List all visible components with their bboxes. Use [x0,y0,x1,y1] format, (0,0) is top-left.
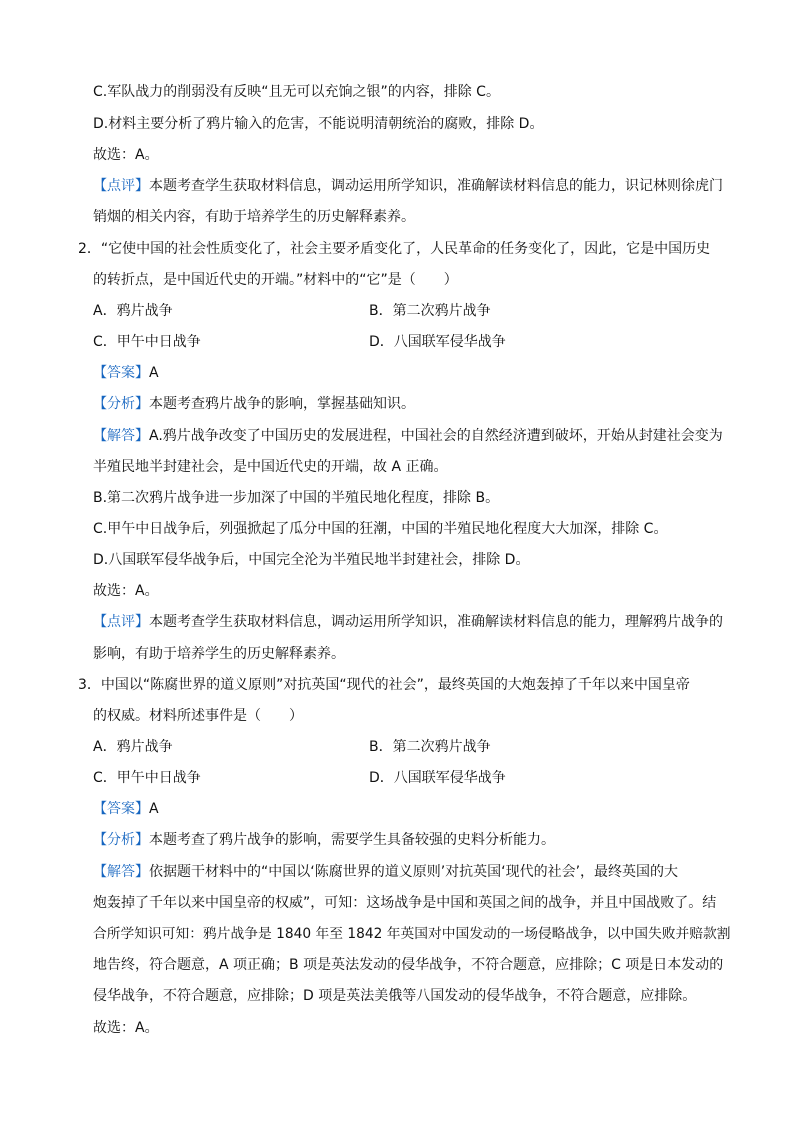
q2-final-choice: 故选：A。 [93,583,159,599]
q1-final-choice: 故选：A。 [93,147,159,163]
q3-solution-line-3: 合所学知识可知：鸦片战争是 1840 年至 1842 年英国对中国发动的一场侵略战争，以中国失败并赔款割 [93,926,731,942]
comment-tag: 【点评】 [93,614,149,630]
q3-analysis [93,830,555,850]
answer-value: A [149,365,159,381]
q3-solution-line-1 [93,862,678,882]
q3-option-a: A．鸦片战争 [93,739,173,755]
q2-analysis [93,394,415,414]
q3-final-choice: 故选：A。 [93,1020,159,1036]
comment-text: 本题考查学生获取材料信息，调动运用所学知识，准确解读材料信息的能力，理解鸦片战争的 [149,614,723,630]
comment-tag: 【点评】 [93,178,149,194]
q2-answer [93,363,159,383]
q2-solution-b: B.第二次鸦片战争进一步加深了中国的半殖民地化程度，排除 B。 [93,490,500,506]
q2-solution-c: C.甲午中日战争后，列强掀起了瓜分中国的狂潮，中国的半殖民地化程度大大加深，排除 C。 [93,521,668,537]
q1-comment-line-2: 销烟的相关内容，有助于培养学生的历史解释素养。 [93,209,415,225]
q2-option-d: D．八国联军侵华战争 [369,334,506,350]
q3-solution-line-2: 炮轰掉了千年以来中国皇帝的权威”，可知：这场战争是中国和英国之间的战争，并且中国战败了。结 [93,895,717,911]
solution-text: A.鸦片战争改变了中国历史的发展进程，中国社会的自然经济遭到破坏，开始从封建社会变为 [149,428,723,444]
q3-option-d: D．八国联军侵华战争 [369,770,506,786]
analysis-tag: 【分析】 [93,396,149,412]
solution-tag: 【解答】 [93,428,149,444]
q3-option-c: C．甲午中日战争 [93,770,201,786]
analysis-tag: 【分析】 [93,832,149,848]
q3-solution-line-5: 侵华战争，不符合题意，应排除；D 项是英法美俄等八国发动的侵华战争，不符合题意，应排除。 [93,988,697,1004]
answer-tag: 【答案】 [93,801,149,817]
q2-solution-d: D.八国联军侵华战争后，中国完全沦为半殖民地半封建社会，排除 D。 [93,552,530,568]
q2-comment-line-2: 影响，有助于培养学生的历史解释素养。 [93,646,345,662]
q2-option-a: A．鸦片战争 [93,303,173,319]
q2-solution-line-2: 半殖民地半封建社会，是中国近代史的开端，故 A 正确。 [93,459,448,475]
q2-option-c: C．甲午中日战争 [93,334,201,350]
q1-option-c-explanation: C.军队战力的削弱没有反映“且无可以充饷之银”的内容，排除 C。 [93,84,500,100]
solution-tag: 【解答】 [93,864,149,880]
comment-text: 本题考查学生获取材料信息，调动运用所学知识，准确解读材料信息的能力，识记林则徐虎门 [149,178,723,194]
q2-comment-line-1 [93,612,723,632]
analysis-text: 本题考查鸦片战争的影响，掌握基础知识。 [149,396,415,412]
q3-stem-line-1: 3．中国以“陈腐世界的道义原则”对抗英国“现代的社会”，最终英国的大炮轰掉了千年以来中国皇帝 [78,677,690,693]
solution-text: 依据题干材料中的“中国以‘陈腐世界的道义原则’对抗英国‘现代的社会’，最终英国的大 [149,864,679,880]
answer-tag: 【答案】 [93,365,149,381]
q3-solution-line-4: 地告终，符合题意，A 项正确；B 项是英法发动的侵华战争，不符合题意，应排除；C 项是日本发动的 [93,957,724,973]
q2-stem-line-2: 的转折点，是中国近代史的开端。”材料中的“它”是（ ） [93,272,458,288]
q3-stem-line-2: 的权威。材料所述事件是（ ） [93,708,303,724]
q2-stem-line-1: 2．“它使中国的社会性质变化了，社会主要矛盾变化了，人民革命的任务变化了，因此，它是中国历史 [78,241,711,257]
q2-option-b: B．第二次鸦片战争 [369,303,491,319]
q3-answer [93,799,159,819]
q1-comment-line-1 [93,176,723,196]
analysis-text: 本题考查了鸦片战争的影响，需要学生具备较强的史料分析能力。 [149,832,555,848]
q2-solution-line-1 [93,426,723,446]
q3-option-b: B．第二次鸦片战争 [369,739,491,755]
q1-option-d-explanation: D.材料主要分析了鸦片输入的危害，不能说明清朝统治的腐败，排除 D。 [93,116,544,132]
answer-value: A [149,801,159,817]
